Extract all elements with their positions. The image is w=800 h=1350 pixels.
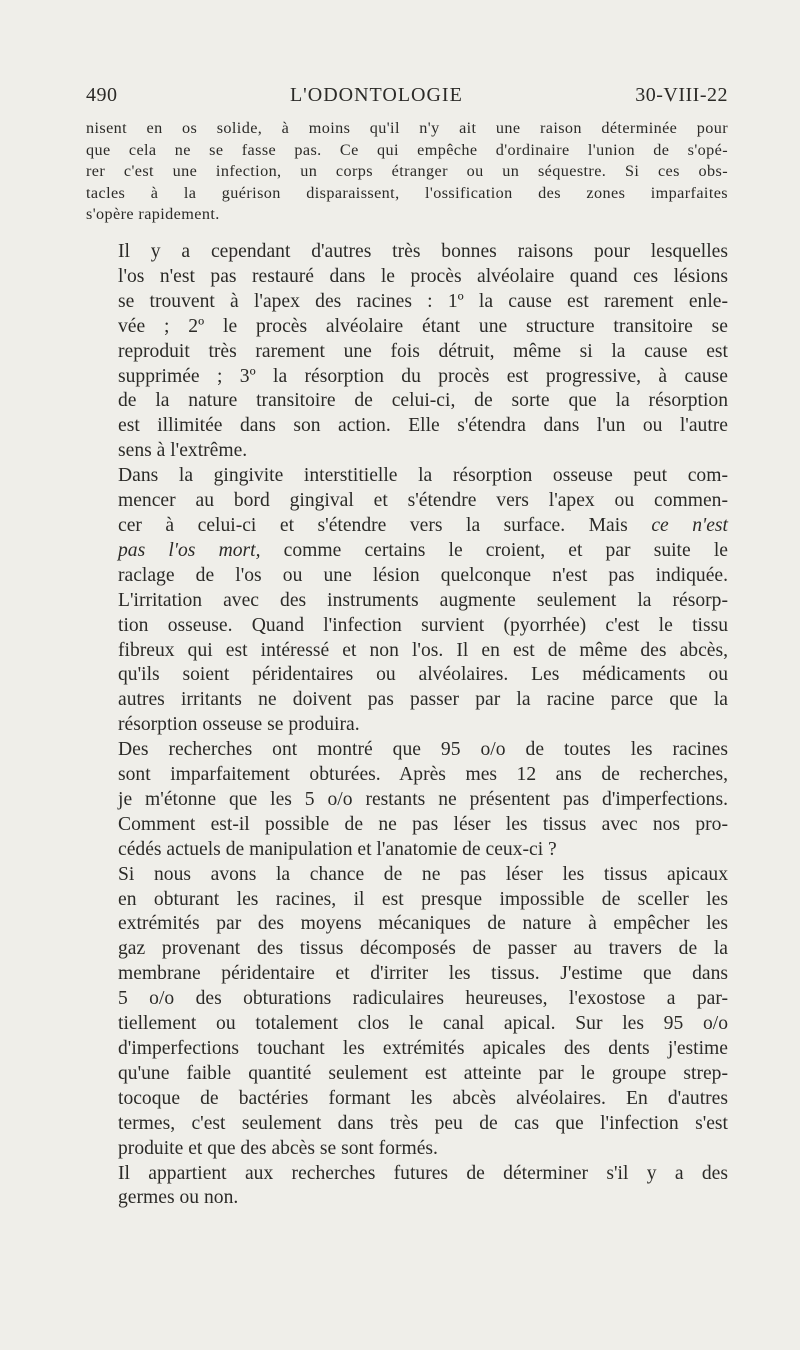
text-fragment: comme certains le croient, et par suite le bbox=[283, 539, 728, 561]
text-line: fibreux qui est intéressé et non l'os. Il en est de même des abcès, bbox=[118, 639, 728, 661]
text-line: 5 o/o des obturations radiculaires heureuses, l'exostose a par- bbox=[118, 988, 728, 1010]
text-line: gaz provenant des tissus décomposés de passer au travers de la bbox=[118, 938, 728, 960]
paragraph bbox=[86, 738, 728, 863]
text-line: L'irritation avec des instruments augmente seulement la résorp- bbox=[118, 589, 728, 611]
text-line: produite et que des abcès se sont formés. bbox=[118, 1137, 438, 1159]
text-line: Des recherches ont montré que 95 o/o de toutes les racines bbox=[118, 739, 728, 761]
text-line: termes, c'est seulement dans très peu de cas que l'infection s'est bbox=[118, 1112, 728, 1134]
text-line: Dans la gingivite interstitielle la résorption osseuse peut com- bbox=[118, 465, 728, 487]
text-line: tiellement ou totalement clos le canal apical. Sur les 95 o/o bbox=[118, 1013, 728, 1035]
text-line: Il appartient aux recherches futures de déterminer s'il y a des bbox=[118, 1162, 728, 1184]
running-header bbox=[86, 84, 728, 107]
text-line bbox=[86, 539, 728, 564]
text-line: je m'étonne que les 5 o/o restants ne présentent pas d'imperfections. bbox=[118, 788, 728, 810]
text-line: reproduit très rarement une fois détruit, même si la cause est bbox=[118, 340, 728, 362]
text-line bbox=[86, 514, 728, 539]
paragraph bbox=[86, 1162, 728, 1212]
paragraph bbox=[86, 240, 728, 464]
text-line: supprimée ; 3º la résorption du procès est progressive, à cause bbox=[118, 365, 728, 387]
text-line: Si nous avons la chance de ne pas léser les tissus apicaux bbox=[118, 863, 728, 885]
text-fragment: cer à celui-ci et s'étendre vers la surface. Mais bbox=[118, 514, 628, 536]
text-line: en obturant les racines, il est presque impossible de sceller les bbox=[118, 888, 728, 910]
journal-title: L'ODONTOLOGIE bbox=[289, 84, 463, 106]
text-line: Il y a cependant d'autres très bonnes raisons pour lesquelles bbox=[118, 241, 728, 262]
paragraph bbox=[86, 863, 728, 1162]
text-line: cédés actuels de manipulation et l'anatomie de ceux-ci ? bbox=[118, 838, 557, 860]
text-line: raclage de l'os ou une lésion quelconque n'est pas indiquée. bbox=[118, 564, 728, 586]
issue-date: 30-VIII-22 bbox=[635, 84, 728, 106]
text-line: vée ; 2º le procès alvéolaire étant une structure transitoire se bbox=[118, 315, 728, 337]
text-line: d'imperfections touchant les extrémités apicales des dents j'estime bbox=[118, 1038, 728, 1059]
italic-phrase: pas l'os mort, bbox=[118, 539, 261, 561]
italic-phrase: ce n'est bbox=[651, 514, 728, 536]
text-line: autres irritants ne doivent pas passer par la racine parce que la bbox=[118, 689, 728, 711]
text-line: tacles à la guérison disparaissent, l'ossification des zones imparfaites bbox=[86, 183, 728, 202]
text-line: qu'une faible quantité seulement est atteinte par le groupe strep- bbox=[118, 1062, 728, 1084]
page-number: 490 bbox=[86, 84, 118, 106]
text-line: Comment est-il possible de ne pas léser les tissus avec nos pro- bbox=[118, 813, 728, 835]
text-line: nisent en os solide, à moins qu'il n'y ait une raison déterminée pour bbox=[86, 119, 728, 137]
continued-paragraph bbox=[86, 118, 728, 226]
text-line: tion osseuse. Quand l'infection survient (pyorrhée) c'est le tissu bbox=[118, 614, 728, 636]
body-text bbox=[86, 240, 728, 1211]
text-line: rer c'est une infection, un corps étranger ou un séquestre. Si ces obs- bbox=[86, 162, 728, 181]
text-line: membrane péridentaire et d'irriter les tissus. J'estime que dans bbox=[118, 963, 728, 985]
paragraph bbox=[86, 118, 728, 226]
text-line: sont imparfaitement obturées. Après mes 12 ans de recherches, bbox=[118, 764, 728, 786]
text-line: de la nature transitoire de celui-ci, de sorte que la résorption bbox=[118, 390, 728, 412]
text-line: que cela ne se fasse pas. Ce qui empêche d'ordinaire l'union de s'opé- bbox=[86, 140, 728, 159]
text-line: résorption osseuse se produira. bbox=[118, 714, 360, 736]
text-line: tocoque de bactéries formant les abcès alvéolaires. En d'autres bbox=[118, 1087, 728, 1109]
text-line: est illimitée dans son action. Elle s'étendra dans l'un ou l'autre bbox=[118, 415, 728, 437]
text-line: extrémités par des moyens mécaniques de nature à empêcher les bbox=[118, 913, 728, 935]
text-line: mencer au bord gingival et s'étendre vers l'apex ou commen- bbox=[118, 490, 728, 512]
text-line: qu'ils soient péridentaires ou alvéolaires. Les médicaments ou bbox=[118, 664, 728, 686]
text-line: germes ou non. bbox=[118, 1187, 239, 1209]
text-line: se trouvent à l'apex des racines : 1º la cause est rarement enle- bbox=[118, 290, 728, 312]
text-line: l'os n'est pas restauré dans le procès alvéolaire quand ces lésions bbox=[118, 265, 728, 287]
paragraph bbox=[86, 464, 728, 738]
text-line: s'opère rapidement. bbox=[86, 205, 220, 224]
text-line: sens à l'extrême. bbox=[118, 440, 248, 462]
